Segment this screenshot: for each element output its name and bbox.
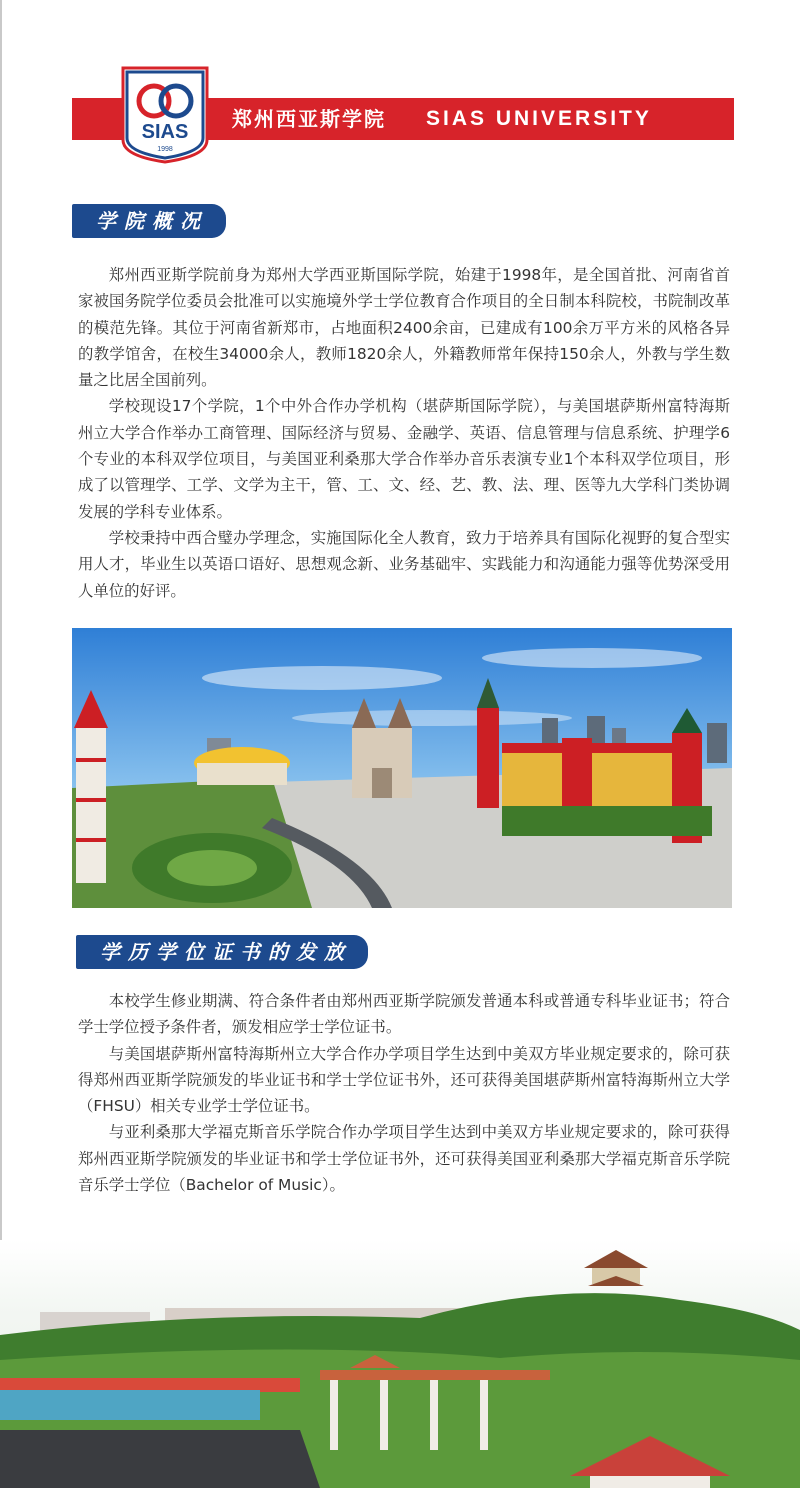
certificates-paragraph: 与美国堪萨斯州富特海斯州立大学合作办学项目学生达到中美双方毕业规定要求的，除可获得郑州西亚斯学院颁发的毕业证书和学士学位证书外，还可获得美国堪萨斯州富特海斯州立大学（FHSU）相关专业学士学位证书。 xyxy=(78,1044,730,1116)
section-heading-certificates: 学历学位证书的发放 xyxy=(76,935,368,969)
campus-park-photo xyxy=(0,1240,800,1488)
certificates-paragraph: 与亚利桑那大学福克斯音乐学院合作办学项目学生达到中美双方毕业规定要求的，除可获得郑州西亚斯学院颁发的毕业证书和学士学位证书外，还可获得美国亚利桑那大学福克斯音乐学院音乐学士学位（Bachelor of Music）。 xyxy=(78,1123,730,1195)
overview-paragraph: 郑州西亚斯学院前身为郑州大学西亚斯国际学院，始建于1998年，是全国首批、河南省首家被国务院学位委员会批准可以实施境外学士学位教育合作项目的全日制本科院校，书院制改革的模范先锋。其位于河南省新郑市，占地面积2400余亩，已建成有100余万平方米的风格各异的教学馆舍，在校生34000余人，教师1820余人，外籍教师常年保持150余人，外教与学生数量之比居全国前列。 xyxy=(78,266,730,390)
overview-paragraph: 学校现设17个学院，1个中外合作办学机构（堪萨斯国际学院），与美国堪萨斯州富特海斯州立大学合作举办工商管理、国际经济与贸易、金融学、英语、信息管理与信息系统、护理学6个专业的本科双学位项目，与美国亚利桑那大学合作举办音乐表演专业1个本科双学位项目，形成了以管理学、工学、文学为主干，管、工、文、经、艺、教、法、理、医等九大学科门类协调发展的学科专业体系。 xyxy=(78,397,730,521)
overview-text xyxy=(78,262,730,604)
header-title-en: SIAS UNIVERSITY xyxy=(426,107,652,130)
campus-panorama-photo xyxy=(72,628,732,908)
section-heading-overview: 学院概况 xyxy=(72,204,226,238)
certificates-paragraph: 本校学生修业期满、符合条件者由郑州西亚斯学院颁发普通本科或普通专科毕业证书；符合学士学位授予条件者，颁发相应学士学位证书。 xyxy=(78,992,730,1037)
sias-rings-logo-icon xyxy=(121,66,209,164)
header-title-cn: 郑州西亚斯学院 xyxy=(232,107,386,131)
overview-paragraph: 学校秉持中西合璧办学理念，实施国际化全人教育，致力于培养具有国际化视野的复合型实用人才，毕业生以英语口语好、思想观念新、业务基础牢、实践能力和沟通能力强等优势深受用人单位的好评。 xyxy=(78,528,730,600)
logo-year: 1998 xyxy=(157,146,173,153)
certificates-text xyxy=(78,988,730,1198)
logo-text: SIAS xyxy=(141,121,189,143)
